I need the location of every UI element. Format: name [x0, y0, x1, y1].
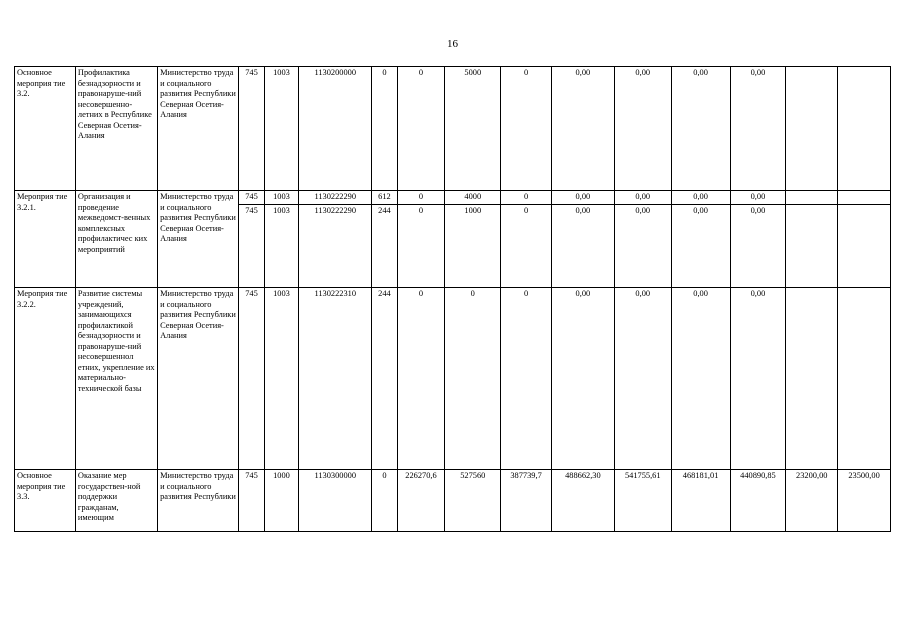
- cell-value: 0,00: [551, 288, 614, 470]
- cell-value: 4000: [445, 191, 501, 205]
- cell-value: 0: [501, 205, 552, 288]
- cell-value: [786, 205, 838, 288]
- cell-value: 745: [239, 67, 264, 191]
- cell-kind: Мероприя тие 3.2.2.: [15, 288, 76, 470]
- cell-executor: Министерство труда и социального развития Республики Северная Осетия-Алания: [158, 288, 239, 470]
- cell-value: [838, 205, 891, 288]
- cell-value: 5000: [445, 67, 501, 191]
- cell-value: 387739,7: [501, 470, 552, 532]
- cell-value: 244: [372, 205, 397, 288]
- cell-value: 0,00: [730, 67, 786, 191]
- cell-executor: Министерство труда и социального развития Республики: [158, 470, 239, 532]
- cell-value: 1003: [264, 205, 299, 288]
- cell-kind: Основное мероприя тие 3.2.: [15, 67, 76, 191]
- cell-value: 0,00: [671, 205, 730, 288]
- cell-value: 612: [372, 191, 397, 205]
- cell-executor: Министерство труда и социального развития Республики Северная Осетия-Алания: [158, 191, 239, 288]
- cell-value: 440890,85: [730, 470, 786, 532]
- cell-value: 0,00: [730, 205, 786, 288]
- cell-value: 0,00: [551, 191, 614, 205]
- budget-table: [14, 66, 891, 532]
- cell-value: [786, 67, 838, 191]
- cell-value: 0: [501, 191, 552, 205]
- cell-value: 0: [501, 67, 552, 191]
- cell-value: 0,00: [671, 67, 730, 191]
- cell-value: 0,00: [614, 288, 671, 470]
- cell-value: 541755,61: [614, 470, 671, 532]
- cell-value: 0: [397, 205, 445, 288]
- cell-value: 0: [397, 191, 445, 205]
- cell-value: 1130222290: [299, 191, 372, 205]
- cell-value: 488662,30: [551, 470, 614, 532]
- cell-value: 244: [372, 288, 397, 470]
- cell-value: 0,00: [730, 288, 786, 470]
- table-row: [15, 67, 891, 191]
- cell-value: 0,00: [551, 67, 614, 191]
- cell-value: [786, 288, 838, 470]
- cell-value: 1130222290: [299, 205, 372, 288]
- cell-value: 745: [239, 470, 264, 532]
- cell-value: [838, 288, 891, 470]
- cell-value: 0,00: [614, 67, 671, 191]
- cell-name: Организация и проведение межведомст-венных комплексных профилактичес ких мероприятий: [75, 191, 157, 288]
- cell-value: 0: [372, 470, 397, 532]
- cell-value: 0,00: [614, 191, 671, 205]
- cell-executor: Министерство труда и социального развития Республики Северная Осетия-Алания: [158, 67, 239, 191]
- cell-value: 0: [501, 288, 552, 470]
- cell-name: Оказание мер государствен-ной поддержки гражданам, имеющим: [75, 470, 157, 532]
- cell-value: 226270,6: [397, 470, 445, 532]
- cell-value: 0: [397, 67, 445, 191]
- cell-kind: Основное мероприя тие 3.3.: [15, 470, 76, 532]
- cell-value: 745: [239, 205, 264, 288]
- cell-value: [786, 191, 838, 205]
- cell-value: 0: [445, 288, 501, 470]
- cell-value: 1130200000: [299, 67, 372, 191]
- page-number: 16: [447, 38, 458, 50]
- cell-value: 1003: [264, 191, 299, 205]
- cell-value: 1003: [264, 288, 299, 470]
- cell-value: 1130222310: [299, 288, 372, 470]
- cell-value: 1000: [445, 205, 501, 288]
- cell-value: 0: [397, 288, 445, 470]
- table-row: [15, 191, 891, 205]
- cell-value: 0,00: [551, 205, 614, 288]
- table-row: [15, 288, 891, 470]
- cell-value: 1003: [264, 67, 299, 191]
- cell-value: [838, 191, 891, 205]
- cell-kind: Мероприя тие 3.2.1.: [15, 191, 76, 288]
- cell-value: 0,00: [730, 191, 786, 205]
- cell-value: 0: [372, 67, 397, 191]
- cell-name: Развитие системы учреждений, занимающихся профилактикой безнадзорности и правонаруше-ний несовершеннол етних, укрепление их материально-технической базы: [75, 288, 157, 470]
- cell-value: 0,00: [614, 205, 671, 288]
- cell-value: 1130300000: [299, 470, 372, 532]
- table-row: [15, 470, 891, 532]
- cell-value: 468181,01: [671, 470, 730, 532]
- cell-value: 745: [239, 191, 264, 205]
- cell-value: [838, 67, 891, 191]
- cell-value: 0,00: [671, 191, 730, 205]
- cell-name: Профилактика безнадзорности и правонаруше-ний несовершенно-летних в Республике Северная Осетия-Алания: [75, 67, 157, 191]
- cell-value: 745: [239, 288, 264, 470]
- cell-value: 23200,00: [786, 470, 838, 532]
- cell-value: 527560: [445, 470, 501, 532]
- cell-value: 23500,00: [838, 470, 891, 532]
- cell-value: 1000: [264, 470, 299, 532]
- cell-value: 0,00: [671, 288, 730, 470]
